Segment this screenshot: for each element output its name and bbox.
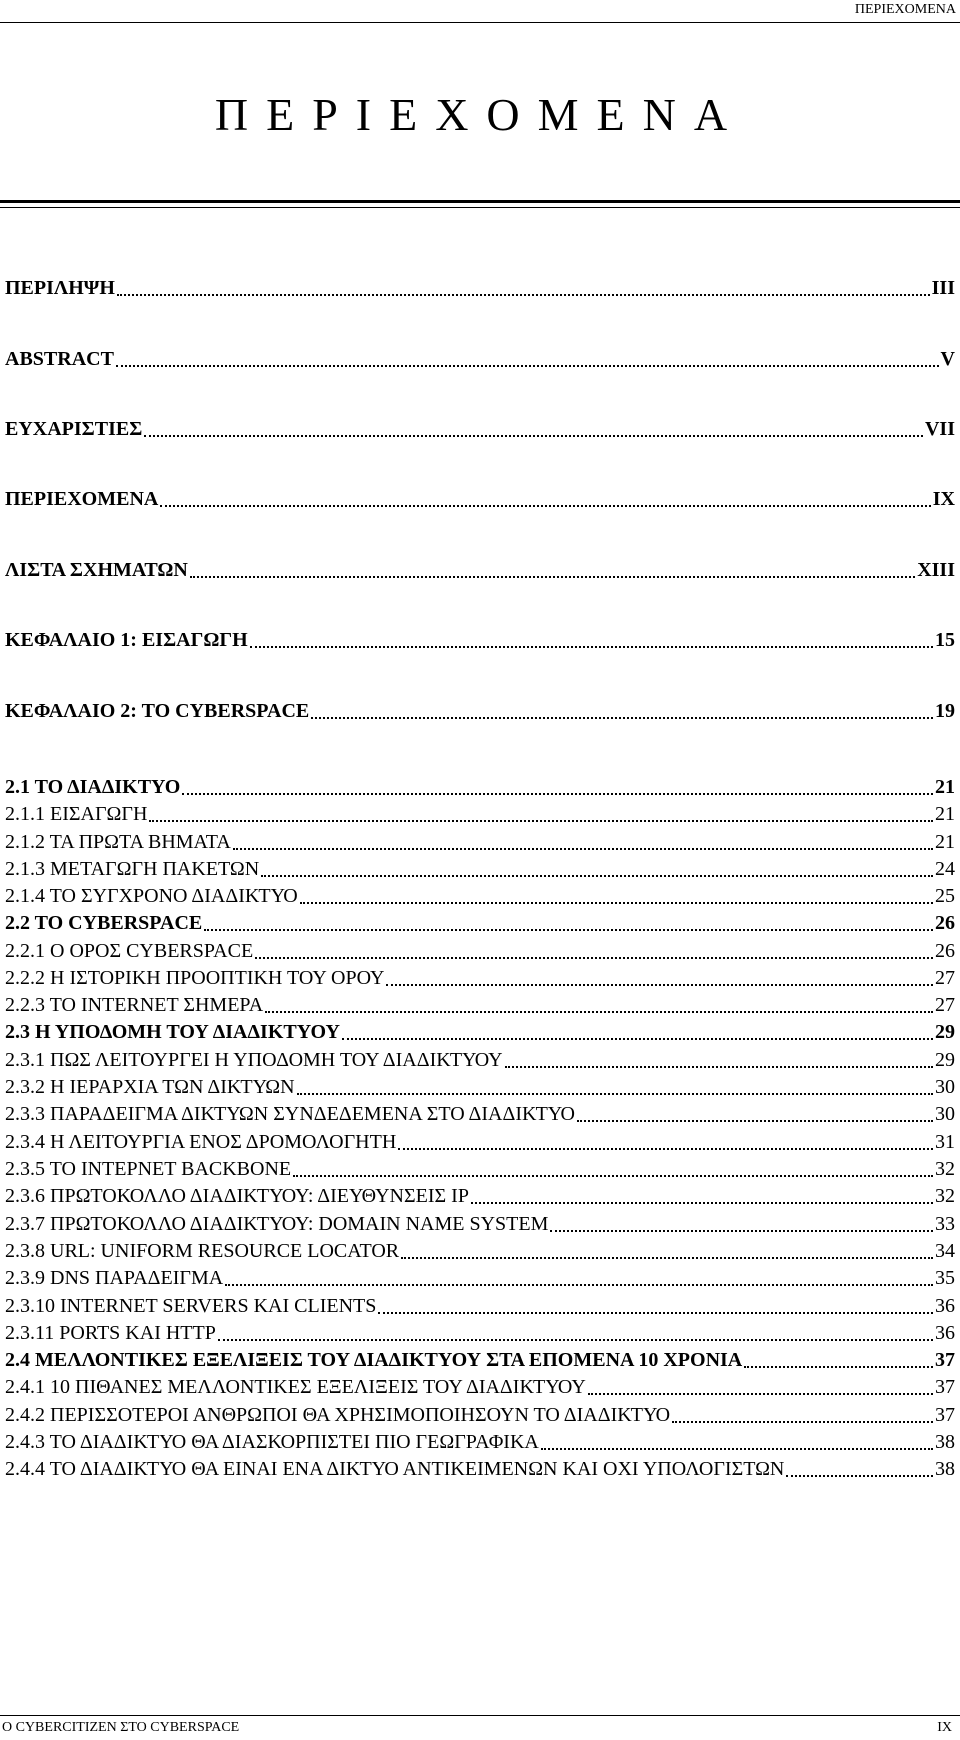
toc-entry[interactable] [5, 1458, 955, 1481]
toc-entry[interactable] [5, 277, 955, 300]
toc-entry-label: 2.3.11 PORTS ΚΑΙ HTTP [5, 1322, 216, 1344]
toc-entry-label: ΠΕΡΙΕΧΟΜΕΝΑ [5, 488, 159, 510]
toc-entry-page: 38 [935, 1431, 955, 1453]
toc-entry[interactable] [5, 912, 955, 935]
toc-entry-label: 2.3.10 INTERNET SERVERS ΚΑΙ CLIENTS [5, 1295, 377, 1317]
toc-entry-page: 37 [935, 1404, 955, 1426]
toc-leader-dots [786, 1474, 933, 1477]
toc-leader-dots [204, 928, 933, 931]
toc-entry[interactable] [5, 1376, 955, 1399]
toc-leader-dots [117, 293, 930, 296]
toc-entry-label: ABSTRACT [5, 348, 114, 370]
toc-entry-label: 2.1.1 ΕΙΣΑΓΩΓΗ [5, 803, 148, 825]
toc-leader-dots [182, 792, 933, 795]
toc-entry-label: 2.1 ΤΟ ΔΙΑΔΙΚΤΥΟ [5, 776, 181, 798]
toc-entry-label: 2.4.3 ΤΟ ΔΙΑΔΙΚΤΥΟ ΘΑ ΔΙΑΣΚΟΡΠΙΣΤΕΙ ΠΙΟ ΓΕΩΓΡΑΦΙΚΑ [5, 1431, 539, 1453]
toc-entry-page: 27 [935, 994, 955, 1016]
toc-leader-dots [471, 1201, 933, 1204]
footer-book-title: Ο CYBERCITIZEN ΣΤΟ CYBERSPACE [2, 1720, 240, 1735]
toc-entry[interactable] [5, 994, 955, 1017]
toc-entry[interactable] [5, 629, 955, 652]
toc-entry[interactable] [5, 1213, 955, 1236]
toc-leader-dots [116, 364, 939, 367]
toc-entry-page: 32 [935, 1158, 955, 1180]
toc-entry[interactable] [5, 831, 955, 854]
toc-entry-page: 21 [935, 776, 955, 798]
toc-leader-dots [505, 1065, 933, 1068]
toc-entry-page: 34 [935, 1240, 955, 1262]
toc-leader-dots [300, 901, 933, 904]
toc-entry[interactable] [5, 858, 955, 881]
toc-entry-label: ΛΙΣΤΑ ΣΧΗΜΑΤΩΝ [5, 559, 188, 581]
toc-entry-label: ΠΕΡΙΛΗΨΗ [5, 277, 115, 299]
toc-entry-page: 24 [935, 858, 955, 880]
page-footer [0, 1715, 960, 1740]
toc-entry[interactable] [5, 1103, 955, 1126]
toc-leader-dots [342, 1037, 933, 1040]
toc-entry[interactable] [5, 1267, 955, 1290]
toc-leader-dots [401, 1256, 933, 1259]
toc-entry-page: 21 [935, 803, 955, 825]
toc-entry-label: 2.2.1 Ο ΟΡΟΣ CYBERSPACE [5, 940, 254, 962]
toc-entry[interactable] [5, 559, 955, 582]
toc-entry-page: 32 [935, 1185, 955, 1207]
toc-entry-page: 37 [935, 1349, 955, 1371]
toc-entry-page: 27 [935, 967, 955, 989]
toc-entry-label: ΚΕΦΑΛΑΙΟ 2: ΤΟ CYBERSPACE [5, 700, 310, 722]
toc-entry[interactable] [5, 488, 955, 511]
toc-leader-dots [233, 847, 933, 850]
toc-entry-label: 2.2.2 Η ΙΣΤΟΡΙΚΗ ΠΡΟΟΠΤΙΚΗ ΤΟΥ ΟΡΟΥ [5, 967, 385, 989]
toc-entry-label: 2.3.6 ΠΡΩΤΟΚΟΛΛΟ ΔΙΑΔΙΚΤΥΟΥ: ΔΙΕΥΘΥΝΣΕΙΣ IP [5, 1185, 469, 1207]
toc-entry[interactable] [5, 700, 955, 723]
toc-entry-page: 15 [935, 629, 955, 651]
toc-entry-page: 36 [935, 1295, 955, 1317]
toc-entry-label: 2.3.1 ΠΩΣ ΛΕΙΤΟΥΡΓΕΙ Η ΥΠΟΔΟΜΗ ΤΟΥ ΔΙΑΔΙΚΤΥΟΥ [5, 1049, 503, 1071]
toc-leader-dots [218, 1338, 933, 1341]
toc-leader-dots [250, 645, 933, 648]
toc-entry-label: 2.3.4 Η ΛΕΙΤΟΥΡΓΙΑ ΕΝΟΣ ΔΡΟΜΟΛΟΓΗΤΗ [5, 1131, 397, 1153]
toc-leader-dots [672, 1420, 933, 1423]
toc-entry[interactable] [5, 1404, 955, 1427]
page-title: ΠΕΡΙΕΧΟΜΕΝΑ [214, 89, 746, 140]
toc-entry-label: 2.3.2 Η ΙΕΡΑΡΧΙΑ ΤΩΝ ΔΙΚΤΥΩΝ [5, 1076, 295, 1098]
toc-entry[interactable] [5, 940, 955, 963]
toc-entry[interactable] [5, 967, 955, 990]
footer-page-number: IX [937, 1720, 952, 1735]
toc-entry-label: 2.2.3 ΤΟ INTERNET ΣΗΜΕΡΑ [5, 994, 264, 1016]
toc-entry[interactable] [5, 776, 955, 799]
toc-entry-label: 2.4.2 ΠΕΡΙΣΣΟΤΕΡΟΙ ΑΝΘΡΩΠΟΙ ΘΑ ΧΡΗΣΙΜΟΠΟΙΗΣΟΥΝ ΤΟ ΔΙΑΔΙΚΤΥΟ [5, 1404, 671, 1426]
toc-entry-page: VII [924, 418, 955, 440]
toc-entry-label: 2.1.4 ΤΟ ΣΥΓΧΡΟΝΟ ΔΙΑΔΙΚΤΥΟ [5, 885, 298, 907]
toc-entry[interactable] [5, 1021, 955, 1044]
toc-entry[interactable] [5, 1431, 955, 1454]
toc-entry-page: 26 [935, 940, 955, 962]
toc-leader-dots [190, 575, 915, 578]
toc-entry-page: 38 [935, 1458, 955, 1480]
toc-leader-dots [255, 956, 933, 959]
toc-entry-label: 2.4.4 ΤΟ ΔΙΑΔΙΚΤΥΟ ΘΑ ΕΙΝΑΙ ΕΝΑ ΔΙΚΤΥΟ ΑΝΤΙΚΕΙΜΕΝΩΝ ΚΑΙ ΟΧΙ ΥΠΟΛΟΓΙΣΤΩΝ [5, 1458, 785, 1480]
toc-entry-label: 2.3.7 ΠΡΩΤΟΚΟΛΛΟ ΔΙΑΔΙΚΤΥΟΥ: DOMAIN NAME SYSTEM [5, 1213, 549, 1235]
toc-entry-page: 19 [935, 700, 955, 722]
toc-entry[interactable] [5, 1076, 955, 1099]
toc-entry-page: 29 [935, 1049, 955, 1071]
toc-entry-label: 2.3 Η ΥΠΟΔΟΜΗ ΤΟΥ ΔΙΑΔΙΚΤΥΟΥ [5, 1021, 340, 1043]
toc-entry-page: 33 [935, 1213, 955, 1235]
toc-entry-page: V [940, 348, 955, 370]
toc-entry-label: 2.3.8 URL: UNIFORM RESOURCE LOCATOR [5, 1240, 400, 1262]
toc-entry[interactable] [5, 348, 955, 371]
toc-entry-label: 2.1.3 ΜΕΤΑΓΩΓΗ ΠΑΚΕΤΩΝ [5, 858, 260, 880]
toc-entry[interactable] [5, 885, 955, 908]
toc-leader-dots [577, 1119, 933, 1122]
toc-leader-dots [386, 983, 933, 986]
toc-leader-dots [265, 1010, 933, 1013]
toc-entry-page: 35 [935, 1267, 955, 1289]
toc-leader-dots [398, 1147, 933, 1150]
toc-leader-dots [378, 1311, 933, 1314]
toc-leader-dots [149, 819, 933, 822]
toc-leader-dots [311, 716, 933, 719]
toc-entry-page: 36 [935, 1322, 955, 1344]
toc-entry-label: ΚΕΦΑΛΑΙΟ 1: ΕΙΣΑΓΩΓΗ [5, 629, 248, 651]
toc-entry-page: 30 [935, 1076, 955, 1098]
toc-entry[interactable] [5, 1131, 955, 1154]
toc-leader-dots [550, 1229, 933, 1232]
toc-entry-label: 2.1.2 ΤΑ ΠΡΩΤΑ ΒΗΜΑΤΑ [5, 831, 231, 853]
toc-entry-page: XIII [917, 559, 955, 581]
toc-entry-page: 21 [935, 831, 955, 853]
toc-leader-dots [144, 434, 923, 437]
toc-leader-dots [160, 504, 930, 507]
toc-entry-label: 2.3.5 ΤΟ ΙΝΤΕΡΝΕΤ BACKBONE [5, 1158, 292, 1180]
toc-entry[interactable] [5, 1185, 955, 1208]
toc-entry[interactable] [5, 418, 955, 441]
toc-entry-page: 26 [935, 912, 955, 934]
toc-leader-dots [225, 1283, 933, 1286]
toc-entry-page: III [931, 277, 955, 299]
toc-entry[interactable] [5, 1349, 955, 1372]
toc-entry-page: 37 [935, 1376, 955, 1398]
toc-entry[interactable] [5, 1295, 955, 1318]
toc-entry-label: 2.4 ΜΕΛΛΟΝΤΙΚΕΣ ΕΞΕΛΙΞΕΙΣ ΤΟΥ ΔΙΑΔΙΚΤΥΟΥ ΣΤΑ ΕΠΟΜΕΝΑ 10 ΧΡΟΝΙΑ [5, 1349, 743, 1371]
toc-entry-label: 2.4.1 10 ΠΙΘΑΝΕΣ ΜΕΛΛΟΝΤΙΚΕΣ ΕΞΕΛΙΞΕΙΣ ΤΟΥ ΔΙΑΔΙΚΤΥΟΥ [5, 1376, 586, 1398]
toc-entry[interactable] [5, 803, 955, 826]
toc-entry-page: 25 [935, 885, 955, 907]
toc-entry-page: 29 [935, 1021, 955, 1043]
toc-entry-page: IX [932, 488, 955, 510]
running-header [0, 0, 960, 23]
toc-entry-label: ΕΥΧΑΡΙΣΤΙΕΣ [5, 418, 143, 440]
toc-entry-label: 2.2 ΤΟ CYBERSPACE [5, 912, 203, 934]
title-rule [0, 200, 960, 208]
toc-entry[interactable] [5, 1240, 955, 1263]
toc-leader-dots [541, 1447, 933, 1450]
toc-entry[interactable] [5, 1049, 955, 1072]
running-title: ΠΕΡΙΕΧΟΜΕΝΑ [854, 2, 956, 17]
toc-entry[interactable] [5, 1158, 955, 1181]
toc-leader-dots [744, 1365, 933, 1368]
toc-entry[interactable] [5, 1322, 955, 1345]
toc-entry-page: 30 [935, 1103, 955, 1125]
toc-leader-dots [261, 874, 933, 877]
toc-leader-dots [297, 1092, 933, 1095]
toc-entry-label: 2.3.3 ΠΑΡΑΔΕΙΓΜΑ ΔΙΚΤΥΩΝ ΣΥΝΔΕΔΕΜΕΝΑ ΣΤΟ ΔΙΑΔΙΚΤΥΟ [5, 1103, 575, 1125]
toc-entry-page: 31 [935, 1131, 955, 1153]
toc-leader-dots [293, 1174, 933, 1177]
toc-leader-dots [588, 1392, 933, 1395]
toc-entry-label: 2.3.9 DNS ΠΑΡΑΔΕΙΓΜΑ [5, 1267, 224, 1289]
